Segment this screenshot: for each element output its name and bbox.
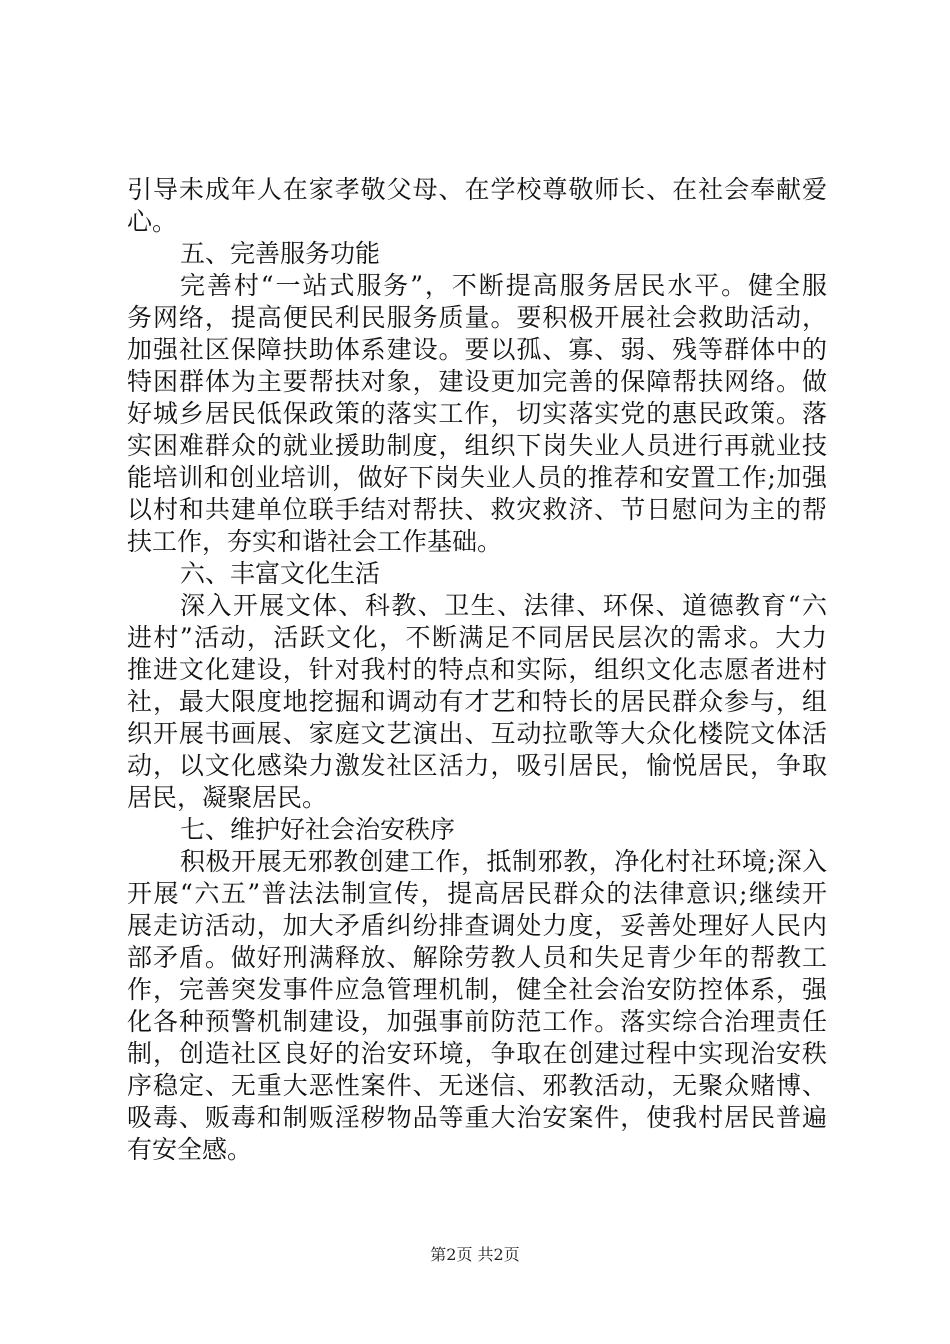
section-heading: 六、丰富文化生活	[180, 559, 381, 588]
paragraph-line: 以村和共建单位联手结对帮扶、救灾救济、节日慰问为主的帮	[127, 495, 827, 524]
paragraph-line: 有安全感。	[127, 1135, 253, 1164]
paragraph-line: 完善村“一站式服务”，不断提高服务居民水平。健全服	[180, 271, 827, 300]
paragraph-line: 展走访活动，加大矛盾纠纷排查调处力度，妥善处理好人民内	[127, 911, 827, 940]
document-body	[127, 174, 827, 1166]
paragraph-line: 实困难群众的就业援助制度，组织下岗失业人员进行再就业技	[127, 431, 827, 460]
paragraph-line: 吸毒、贩毒和制贩淫秽物品等重大治安案件，使我村居民普遍	[127, 1103, 827, 1132]
paragraph-line: 织开展书画展、家庭文艺演出、互动拉歌等大众化楼院文体活	[127, 719, 827, 748]
paragraph-line: 引导未成年人在家孝敬父母、在学校尊敬师长、在社会奉献爱	[127, 175, 827, 204]
paragraph-line: 作，完善突发事件应急管理机制，健全社会治安防控体系，强	[127, 975, 827, 1004]
section-heading: 七、维护好社会治安秩序	[180, 815, 456, 844]
paragraph-line: 化各种预警机制建设，加强事前防范工作。落实综合治理责任	[127, 1007, 827, 1036]
paragraph-line: 社，最大限度地挖掘和调动有才艺和特长的居民群众参与，组	[127, 687, 827, 716]
paragraph-line: 深入开展文体、科教、卫生、法律、环保、道德教育“六	[180, 591, 827, 620]
page-footer: 第2页 共2页	[430, 1245, 520, 1264]
paragraph-line: 推进文化建设，针对我村的特点和实际，组织文化志愿者进村	[127, 655, 827, 684]
paragraph-line: 扶工作，夯实和谐社会工作基础。	[127, 527, 503, 556]
paragraph-line: 进村”活动，活跃文化，不断满足不同居民层次的需求。大力	[127, 623, 827, 652]
paragraph-line: 制，创造社区良好的治安环境，争取在创建过程中实现治安秩	[127, 1039, 827, 1068]
paragraph-line: 务网络，提高便民利民服务质量。要积极开展社会救助活动，	[127, 303, 827, 332]
paragraph-line: 开展“六五”普法法制宣传，提高居民群众的法律意识;继续开	[127, 879, 827, 908]
paragraph-line: 居民，凝聚居民。	[127, 783, 328, 812]
paragraph-line: 序稳定、无重大恶性案件、无迷信、邪教活动，无聚众赌博、	[127, 1071, 827, 1100]
paragraph-line: 部矛盾。做好刑满释放、解除劳教人员和失足青少年的帮教工	[127, 943, 827, 972]
paragraph-line: 好城乡居民低保政策的落实工作，切实落实党的惠民政策。落	[127, 399, 827, 428]
paragraph-line: 加强社区保障扶助体系建设。要以孤、寡、弱、残等群体中的	[127, 335, 827, 364]
section-heading: 五、完善服务功能	[180, 239, 381, 268]
paragraph-line: 能培训和创业培训，做好下岗失业人员的推荐和安置工作;加强	[127, 463, 827, 492]
paragraph-line: 动，以文化感染力激发社区活力，吸引居民，愉悦居民，争取	[127, 751, 827, 780]
paragraph-line: 心。	[127, 207, 178, 236]
paragraph-line: 特困群体为主要帮扶对象，建设更加完善的保障帮扶网络。做	[127, 367, 827, 396]
paragraph-line: 积极开展无邪教创建工作，抵制邪教，净化村社环境;深入	[180, 847, 827, 876]
